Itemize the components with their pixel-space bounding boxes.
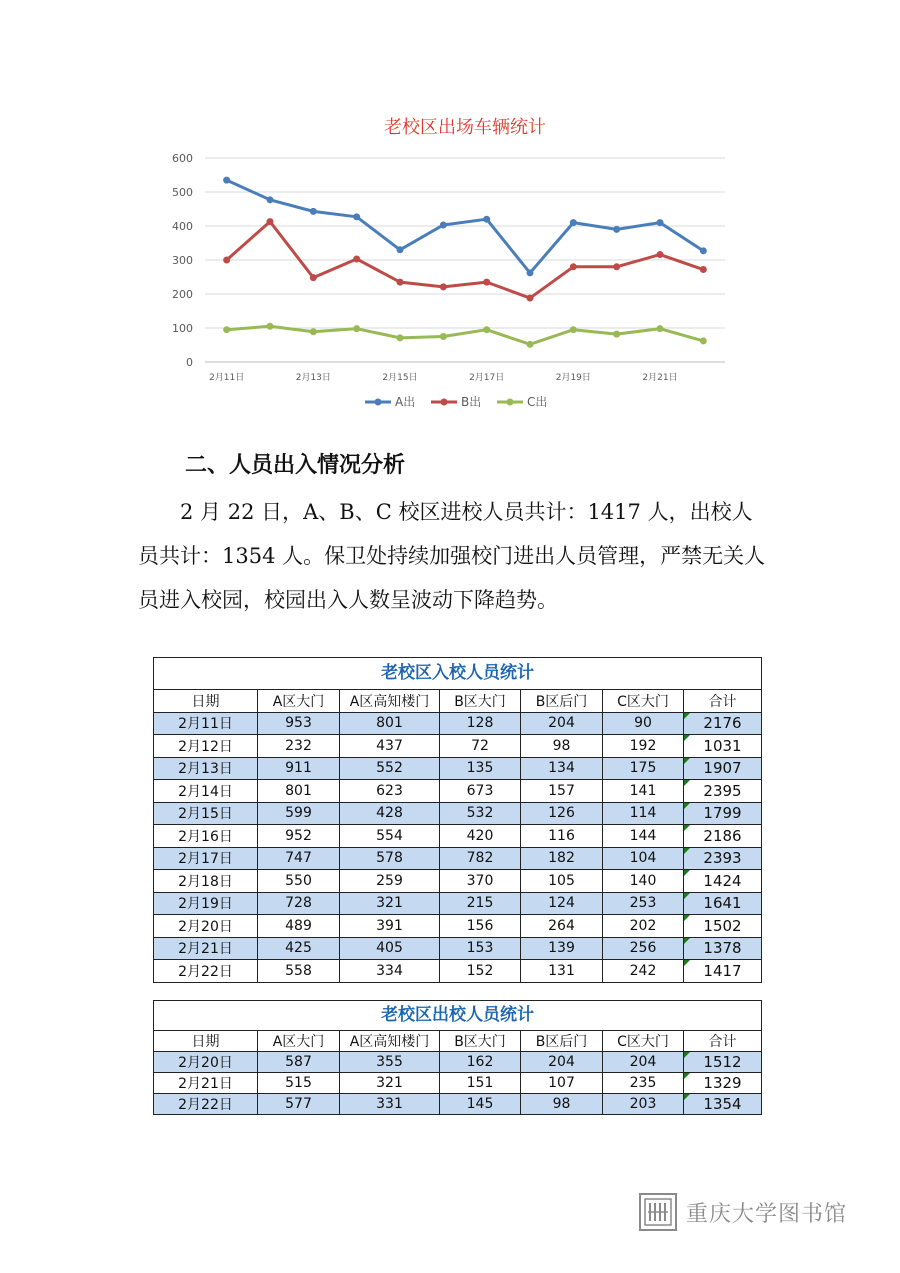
table-cell: 911 bbox=[258, 757, 340, 780]
data-point bbox=[223, 326, 230, 333]
table-cell: 2月12日 bbox=[154, 735, 258, 758]
table-cell: 428 bbox=[340, 802, 440, 825]
table-cell: 175 bbox=[603, 757, 684, 780]
watermark-text: 重庆大学图书馆 bbox=[686, 1201, 848, 1227]
data-point bbox=[397, 279, 404, 286]
column-header: C区大门 bbox=[603, 690, 684, 713]
table-cell: 587 bbox=[258, 1052, 340, 1073]
data-point bbox=[570, 326, 577, 333]
table-cell: 578 bbox=[340, 847, 440, 870]
table-cell: 144 bbox=[603, 825, 684, 848]
total-cell: 1424 bbox=[684, 870, 762, 893]
data-point bbox=[310, 274, 317, 281]
table-cell: 554 bbox=[340, 825, 440, 848]
library-seal-icon bbox=[638, 1192, 678, 1232]
data-point bbox=[700, 337, 707, 344]
y-tick-label: 400 bbox=[172, 220, 193, 233]
table-row bbox=[154, 757, 762, 780]
table-cell: 153 bbox=[440, 937, 521, 960]
analysis-paragraph: 2 月 22 日，A、B、C 校区进校人员共计：1417 人，出校人员共计：1354 人。保卫处持续加强校门进出人员管理，严禁无关人员进入校园，校园出入人数呈波动下降趋势。 bbox=[138, 500, 766, 612]
table-cell: 331 bbox=[340, 1094, 440, 1115]
table-cell: 728 bbox=[258, 892, 340, 915]
line-chart bbox=[160, 108, 750, 420]
table-cell: 2月19日 bbox=[154, 892, 258, 915]
data-point bbox=[397, 246, 404, 253]
table-cell: 420 bbox=[440, 825, 521, 848]
legend-label: C出 bbox=[527, 395, 548, 409]
y-tick-label: 200 bbox=[172, 288, 193, 301]
table-cell: 128 bbox=[440, 712, 521, 735]
table-cell: 242 bbox=[603, 960, 684, 983]
table-cell: 2月21日 bbox=[154, 1073, 258, 1094]
column-header: B区大门 bbox=[440, 690, 521, 713]
table-cell: 204 bbox=[603, 1052, 684, 1073]
column-header: A区大门 bbox=[258, 1031, 340, 1052]
table-cell: 2月14日 bbox=[154, 780, 258, 803]
table-cell: 577 bbox=[258, 1094, 340, 1115]
data-point bbox=[527, 295, 534, 302]
data-point bbox=[657, 325, 664, 332]
table-row bbox=[154, 960, 762, 983]
legend-label: B出 bbox=[461, 395, 482, 409]
table-cell: 2月22日 bbox=[154, 1094, 258, 1115]
data-point bbox=[353, 325, 360, 332]
data-point bbox=[440, 283, 447, 290]
table-cell: 135 bbox=[440, 757, 521, 780]
table-cell: 124 bbox=[521, 892, 603, 915]
table-cell: 90 bbox=[603, 712, 684, 735]
table-cell: 532 bbox=[440, 802, 521, 825]
table-cell: 425 bbox=[258, 937, 340, 960]
table-cell: 321 bbox=[340, 1073, 440, 1094]
table-cell: 334 bbox=[340, 960, 440, 983]
data-point bbox=[310, 208, 317, 215]
table-cell: 134 bbox=[521, 757, 603, 780]
table-cell: 139 bbox=[521, 937, 603, 960]
table-cell: 215 bbox=[440, 892, 521, 915]
table-cell: 107 bbox=[521, 1073, 603, 1094]
data-point bbox=[353, 213, 360, 220]
x-tick-label: 2月13日 bbox=[295, 373, 331, 383]
table-cell: 232 bbox=[258, 735, 340, 758]
column-header: A区大门 bbox=[258, 690, 340, 713]
table-cell: 264 bbox=[521, 915, 603, 938]
data-point bbox=[527, 269, 534, 276]
table-cell: 253 bbox=[603, 892, 684, 915]
table-cell: 952 bbox=[258, 825, 340, 848]
table-cell: 104 bbox=[603, 847, 684, 870]
legend-swatch-marker bbox=[507, 399, 514, 406]
y-tick-label: 500 bbox=[172, 186, 193, 199]
table-cell: 114 bbox=[603, 802, 684, 825]
exit-stats-table bbox=[153, 1000, 762, 1115]
table-cell: 140 bbox=[603, 870, 684, 893]
total-cell: 2393 bbox=[684, 847, 762, 870]
table-cell: 2月15日 bbox=[154, 802, 258, 825]
table-cell: 2月17日 bbox=[154, 847, 258, 870]
table-row bbox=[154, 780, 762, 803]
y-tick-label: 300 bbox=[172, 254, 193, 267]
table-cell: 2月22日 bbox=[154, 960, 258, 983]
total-cell: 1641 bbox=[684, 892, 762, 915]
data-point bbox=[700, 266, 707, 273]
table-cell: 2月20日 bbox=[154, 915, 258, 938]
table-row bbox=[154, 1094, 762, 1115]
column-header: B区后门 bbox=[521, 690, 603, 713]
table-header-row bbox=[154, 1031, 762, 1052]
data-point bbox=[353, 255, 360, 262]
table-cell: 623 bbox=[340, 780, 440, 803]
data-point bbox=[483, 216, 490, 223]
data-point bbox=[700, 247, 707, 254]
table-cell: 2月11日 bbox=[154, 712, 258, 735]
library-watermark bbox=[638, 1192, 847, 1232]
column-header: B区大门 bbox=[440, 1031, 521, 1052]
table-cell: 552 bbox=[340, 757, 440, 780]
x-tick-label: 2月11日 bbox=[209, 373, 245, 383]
table-row bbox=[154, 847, 762, 870]
table-cell: 98 bbox=[521, 735, 603, 758]
table-row bbox=[154, 735, 762, 758]
total-cell: 1502 bbox=[684, 915, 762, 938]
column-header: A区高知楼门 bbox=[340, 1031, 440, 1052]
legend-swatch-marker bbox=[441, 399, 448, 406]
total-cell: 1329 bbox=[684, 1073, 762, 1094]
series-line bbox=[227, 326, 704, 344]
table-cell: 437 bbox=[340, 735, 440, 758]
table-row bbox=[154, 712, 762, 735]
table-cell: 151 bbox=[440, 1073, 521, 1094]
table-row bbox=[154, 870, 762, 893]
table-cell: 2月16日 bbox=[154, 825, 258, 848]
table-row bbox=[154, 892, 762, 915]
chart-title: 老校区出场车辆统计 bbox=[384, 117, 546, 138]
table-cell: 157 bbox=[521, 780, 603, 803]
table-cell: 116 bbox=[521, 825, 603, 848]
table-cell: 550 bbox=[258, 870, 340, 893]
table-cell: 256 bbox=[603, 937, 684, 960]
table-cell: 953 bbox=[258, 712, 340, 735]
table-cell: 321 bbox=[340, 892, 440, 915]
total-cell: 1031 bbox=[684, 735, 762, 758]
data-point bbox=[440, 221, 447, 228]
y-tick-label: 100 bbox=[172, 322, 193, 335]
table-cell: 2月13日 bbox=[154, 757, 258, 780]
total-cell: 1378 bbox=[684, 937, 762, 960]
table-cell: 204 bbox=[521, 1052, 603, 1073]
y-tick-label: 0 bbox=[186, 356, 193, 369]
table-cell: 801 bbox=[340, 712, 440, 735]
data-point bbox=[223, 177, 230, 184]
table-cell: 126 bbox=[521, 802, 603, 825]
data-point bbox=[527, 341, 534, 348]
data-point bbox=[570, 219, 577, 226]
table-cell: 673 bbox=[440, 780, 521, 803]
exit-table-title: 老校区出校人员统计 bbox=[153, 1000, 762, 1030]
column-header: C区大门 bbox=[603, 1031, 684, 1052]
legend-swatch-marker bbox=[375, 399, 382, 406]
data-point bbox=[483, 279, 490, 286]
data-point bbox=[613, 331, 620, 338]
vehicle-exit-chart bbox=[160, 108, 750, 420]
table-cell: 182 bbox=[521, 847, 603, 870]
x-tick-label: 2月21日 bbox=[642, 373, 678, 383]
table-cell: 405 bbox=[340, 937, 440, 960]
table-cell: 391 bbox=[340, 915, 440, 938]
table-cell: 152 bbox=[440, 960, 521, 983]
column-header: B区后门 bbox=[521, 1031, 603, 1052]
x-tick-label: 2月15日 bbox=[382, 373, 418, 383]
column-header: 合计 bbox=[684, 1031, 762, 1052]
column-header: A区高知楼门 bbox=[340, 690, 440, 713]
data-point bbox=[223, 257, 230, 264]
table-row bbox=[154, 825, 762, 848]
data-point bbox=[310, 328, 317, 335]
table-row bbox=[154, 937, 762, 960]
table-cell: 2月21日 bbox=[154, 937, 258, 960]
table-header-row bbox=[154, 690, 762, 713]
data-point bbox=[657, 219, 664, 226]
data-point bbox=[613, 226, 620, 233]
table-cell: 515 bbox=[258, 1073, 340, 1094]
table-cell: 489 bbox=[258, 915, 340, 938]
table-cell: 370 bbox=[440, 870, 521, 893]
table-cell: 235 bbox=[603, 1073, 684, 1094]
total-cell: 1354 bbox=[684, 1094, 762, 1115]
x-tick-label: 2月19日 bbox=[555, 373, 591, 383]
total-cell: 2395 bbox=[684, 780, 762, 803]
x-tick-label: 2月17日 bbox=[469, 373, 505, 383]
table-cell: 145 bbox=[440, 1094, 521, 1115]
data-point bbox=[397, 334, 404, 341]
table-cell: 203 bbox=[603, 1094, 684, 1115]
table-row bbox=[154, 1073, 762, 1094]
column-header: 日期 bbox=[154, 690, 258, 713]
table-cell: 72 bbox=[440, 735, 521, 758]
column-header: 合计 bbox=[684, 690, 762, 713]
data-point bbox=[613, 263, 620, 270]
total-cell: 2186 bbox=[684, 825, 762, 848]
table-cell: 801 bbox=[258, 780, 340, 803]
table-row bbox=[154, 915, 762, 938]
data-point bbox=[440, 333, 447, 340]
total-cell: 2176 bbox=[684, 712, 762, 735]
total-cell: 1799 bbox=[684, 802, 762, 825]
table-cell: 355 bbox=[340, 1052, 440, 1073]
table-row bbox=[154, 802, 762, 825]
table-cell: 105 bbox=[521, 870, 603, 893]
table-cell: 2月20日 bbox=[154, 1052, 258, 1073]
table-cell: 141 bbox=[603, 780, 684, 803]
table-cell: 204 bbox=[521, 712, 603, 735]
data-point bbox=[267, 196, 274, 203]
table-cell: 192 bbox=[603, 735, 684, 758]
table-cell: 98 bbox=[521, 1094, 603, 1115]
section-heading: 二、人员出入情况分析 bbox=[185, 453, 406, 478]
table-cell: 162 bbox=[440, 1052, 521, 1073]
table-cell: 558 bbox=[258, 960, 340, 983]
entry-stats-table bbox=[153, 657, 762, 983]
table-cell: 202 bbox=[603, 915, 684, 938]
legend-label: A出 bbox=[395, 395, 416, 409]
table-cell: 259 bbox=[340, 870, 440, 893]
table-cell: 2月18日 bbox=[154, 870, 258, 893]
data-point bbox=[483, 326, 490, 333]
data-point bbox=[570, 263, 577, 270]
entry-table-title: 老校区入校人员统计 bbox=[153, 657, 762, 689]
table-cell: 782 bbox=[440, 847, 521, 870]
total-cell: 1512 bbox=[684, 1052, 762, 1073]
y-tick-label: 600 bbox=[172, 152, 193, 165]
total-cell: 1907 bbox=[684, 757, 762, 780]
table-cell: 156 bbox=[440, 915, 521, 938]
data-point bbox=[657, 251, 664, 258]
table-cell: 747 bbox=[258, 847, 340, 870]
table-row bbox=[154, 1052, 762, 1073]
column-header: 日期 bbox=[154, 1031, 258, 1052]
data-point bbox=[267, 218, 274, 225]
total-cell: 1417 bbox=[684, 960, 762, 983]
table-cell: 599 bbox=[258, 802, 340, 825]
data-point bbox=[267, 323, 274, 330]
table-cell: 131 bbox=[521, 960, 603, 983]
